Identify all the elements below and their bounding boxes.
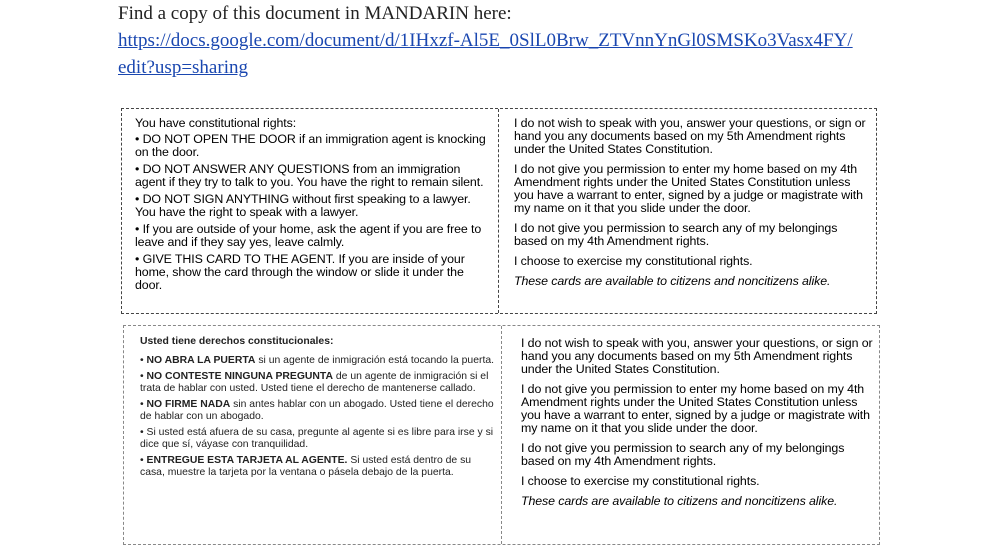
statement-exercise-rights: I choose to exercise my constitutional rights. [514,254,753,268]
rights-card-english [121,108,877,314]
english-rights-bullet: • If you are outside of your home, ask the agent if you are free to leave and if they say yes, leave calmly. [135,222,482,249]
rights-card-spanish [123,325,880,545]
statement-availability-note: These cards are available to citizens and noncitizens alike. [521,494,838,508]
statement-fourth-amendment-entry: I do not give you permission to enter my home based on my 4th Amendment rights under the United States Constitution unless you have a warrant to enter, signed by a judge or magistrate with my name on it that you slide under the door. [514,162,863,215]
statement-column [514,109,869,295]
statement-fifth-amendment: I do not wish to speak with you, answer your questions, or sign or hand you any documents based on my 5th Amendment rights under the United States Constitution. [521,336,873,376]
english-rights-bullet: • DO NOT ANSWER ANY QUESTIONS from an immigration agent if they try to talk to you. You have the right to remain silent. [135,162,484,189]
mandarin-copy-intro: Find a copy of this document in MANDARIN here: [118,3,512,24]
card-fold-divider [498,109,499,313]
english-rights-intro: You have constitutional rights: [135,116,297,130]
mandarin-doc-link-line1[interactable]: https://docs.google.com/document/d/1IHxzf-Al5E_0SlL0Brw_ZTVnnYnGl0SMSKo3Vasx4FY/ [118,30,853,51]
spanish-rights-bullet: • ENTREGUE ESTA TARJETA AL AGENTE. Si usted está dentro de su casa, muestre la tarjeta por la ventana o pásela debajo de la puerta. [140,455,472,478]
spanish-rights-bullet: • NO CONTESTE NINGUNA PREGUNTA de un agente de inmigración si el trata de hablar con usted. Usted tiene el derecho de mantenerse callado. [140,371,489,394]
statement-fourth-amendment-search: I do not give you permission to search any of my belongings based on my 4th Amendment rights. [514,221,838,248]
card-fold-divider [501,326,502,544]
statement-exercise-rights: I choose to exercise my constitutional rights. [521,474,760,488]
statement-column [521,326,873,515]
statement-fourth-amendment-entry: I do not give you permission to enter my home based on my 4th Amendment rights under the United States Constitution unless you have a warrant to enter, signed by a judge or magistrate with my name on it that you slide under the door. [521,382,870,435]
english-rights-bullet: • GIVE THIS CARD TO THE AGENT. If you are inside of your home, show the card through the window or slide it under the door. [135,252,465,292]
statement-fourth-amendment-search: I do not give you permission to search any of my belongings based on my 4th Amendment rights. [521,441,845,468]
english-rights-bullet: • DO NOT SIGN ANYTHING without first speaking to a lawyer. You have the right to speak with a lawyer. [135,192,471,219]
spanish-rights-bullet: • NO ABRA LA PUERTA si un agente de inmigración está tocando la puerta. [140,355,495,366]
mandarin-doc-link[interactable] [118,30,853,78]
statement-availability-note: These cards are available to citizens and noncitizens alike. [514,274,831,288]
spanish-rights-title: Usted tiene derechos constitucionales: [140,336,334,347]
spanish-rights-column [140,326,495,483]
spanish-rights-bullet: • Si usted está afuera de su casa, pregunte al agente si es libre para irse y si dice que sí, váyase con tranquilidad. [140,427,494,450]
document-header [118,0,988,81]
statement-fifth-amendment: I do not wish to speak with you, answer your questions, or sign or hand you any documents based on my 5th Amendment rights under the United States Constitution. [514,116,866,156]
english-rights-bullet: • DO NOT OPEN THE DOOR if an immigration agent is knocking on the door. [135,132,486,159]
spanish-rights-bullet: • NO FIRME NADA sin antes hablar con un abogado. Usted tiene el derecho de hablar con un abogado. [140,399,494,422]
mandarin-doc-link-line2[interactable]: edit?usp=sharing [118,57,248,78]
english-rights-column [135,109,493,296]
